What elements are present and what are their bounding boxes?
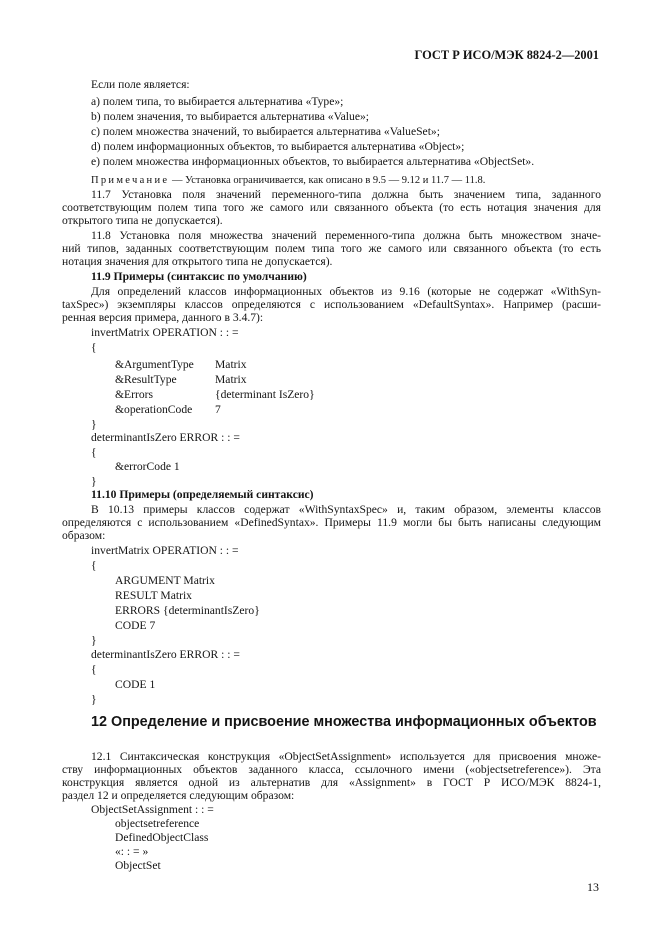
para-11-9-line-1: Для определений классов информационных объектов из 9.16 (которые не содержат «WithSyn- [91,285,601,298]
list-item-e: e) полем множества информационных объектов, то выбирается альтернатива «ObjectSet». [91,155,535,168]
para-11-10-line-3: образом: [62,529,106,542]
ex2-line: ARGUMENT Matrix [115,574,215,587]
ex1-field-name: &ResultType [115,373,177,386]
ex1-errorcode: &errorCode 1 [115,460,180,473]
ex2-determinant-header: determinantIsZero ERROR : : = [91,648,240,661]
ex2-open-brace-2: { [91,663,97,676]
para-12-1-line-2: ству информационных объектов заданного класса, ссылочного имени («objectsetreference»). Эта [62,763,601,776]
section-12-heading: 12 Определение и присвоение множества информационных объектов [91,714,597,730]
ex1-field-value: Matrix [215,358,247,371]
ex1-field-value: Matrix [215,373,247,386]
ex1-open-brace: { [91,341,97,354]
osa-line: objectsetreference [115,817,200,830]
list-item-a: a) полем типа, то выбирается альтернатива «Type»; [91,95,344,108]
para-11-10-line-2: определяются с использованием «DefinedSyntax». Примеры 11.9 могли бы быть написаны следующим [62,516,601,529]
osa-line: ObjectSet [115,859,161,872]
para-11-8-line-3: нотация значения для открытого типа не допускается). [62,255,333,268]
ex2-open-brace: { [91,559,97,572]
ex1-close-brace-2: } [91,475,97,488]
ex2-line: ERRORS {determinantIsZero} [115,604,260,617]
para-11-7-line-1: 11.7 Установка поля значений переменного-типа должна быть значением типа, заданного [91,188,601,201]
note-text: — Установка ограничивается, как описано в 9.5 — 9.12 и 11.7 — 11.8. [169,175,486,186]
para-11-9-line-3: ренная версия примера, данного в 3.4.7): [62,311,264,324]
ex1-close-brace: } [91,418,97,431]
page-number: 13 [587,880,599,894]
list-item-b: b) полем значения, то выбирается альтернатива «Value»; [91,110,369,123]
intro-text: Если поле является: [91,78,190,91]
heading-11-10: 11.10 Примеры (определяемый синтаксис) [91,488,314,501]
ex2-line: RESULT Matrix [115,589,192,602]
ex1-field-name: &Errors [115,388,153,401]
ex1-field-value: 7 [215,403,221,416]
para-12-1-line-3: конструкция является одной из альтернатив для «Assignment» в ГОСТ Р ИСО/МЭК 8824-1, [62,776,601,789]
para-11-8-line-2: ний типов, заданных соответствующим полем типа того же самого или связанного объекта (то есть [62,242,601,255]
ex1-determinant-header: determinantIsZero ERROR : : = [91,431,240,444]
osa-line: DefinedObjectClass [115,831,209,844]
ex1-field-value: {determinant IsZero} [215,388,315,401]
para-11-10-line-1: В 10.13 примеры классов содержат «WithSyntaxSpec» и, таким образом, элементы классов [91,503,601,516]
para-11-7-line-2: соответствующим полем типа того же самого или связанного объекта (то есть нотация значения для [62,201,601,214]
para-11-9-line-2: taxSpec») экземпляры классов определяются с использованием «DefaultSyntax». Например (расши- [62,298,601,311]
ex2-code: CODE 1 [115,678,156,691]
osa-header: ObjectSetAssignment : : = [91,803,214,816]
ex2-line: CODE 7 [115,619,156,632]
para-11-8-line-1: 11.8 Установка поля множества значений переменного-типа должна быть множеством значе- [91,229,601,242]
para-11-7-line-3: открытого типа не допускается). [62,214,223,227]
ex1-invertmatrix-header: invertMatrix OPERATION : : = [91,326,239,339]
list-item-c: c) полем множества значений, то выбирается альтернатива «ValueSet»; [91,125,440,138]
ex2-close-brace: } [91,634,97,647]
note-label: Примечание [91,175,170,186]
running-header: ГОСТ Р ИСО/МЭК 8824-2—2001 [414,48,599,62]
ex1-field-name: &ArgumentType [115,358,194,371]
ex1-open-brace-2: { [91,446,97,459]
note [91,174,485,187]
para-12-1-line-4: раздел 12 и определяется следующим образом: [62,789,295,802]
osa-line: «: : = » [115,845,149,858]
ex1-field-name: &operationCode [115,403,193,416]
list-item-d: d) полем информационных объектов, то выбирается альтернатива «Object»; [91,140,465,153]
heading-11-9: 11.9 Примеры (синтаксис по умолчанию) [91,270,307,283]
para-12-1-line-1: 12.1 Синтаксическая конструкция «ObjectSetAssignment» используется для присвоения множе- [91,750,601,763]
ex2-invertmatrix-header: invertMatrix OPERATION : : = [91,544,239,557]
ex2-close-brace-2: } [91,693,97,706]
